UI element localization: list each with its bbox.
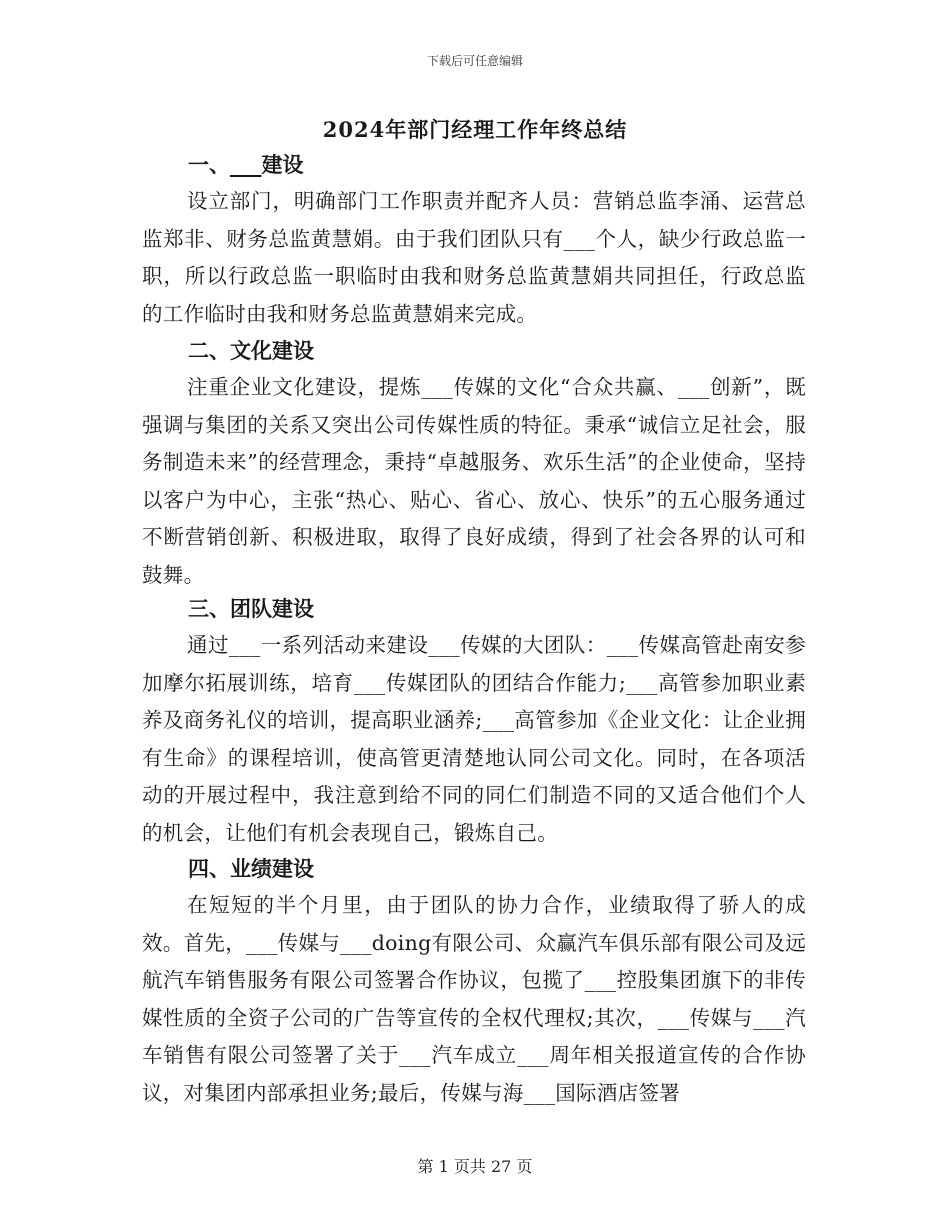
section-paragraph: 通过___一系列活动来建设___传媒的大团队：___传媒高管赴南安参加摩尔拓展训练，培育___传媒团队的团结合作能力;___高管参加职业素养及商务礼仪的培训，提高职业涵养;___高管参加《企业文化：让企业拥有生命》的课程培训，使高管更清楚地认同公司文化。同时，在各项活动的开展过程中，我注意到给不同的同仁们制造不同的又适合他们个人的机会，让他们有机会表现自己，锻炼自己。 (142, 633, 806, 845)
section-heading: 三、团队建设 (188, 596, 314, 621)
section-heading: 四、业绩建设 (188, 856, 314, 881)
section-heading: 二、文化建设 (188, 338, 314, 363)
section-paragraph: 设立部门，明确部门工作职责并配齐人员：营销总监李涌、运营总监郑非、财务总监黄慧娟。由于我们团队只有___个人，缺少行政总监一职，所以行政总监一职临时由我和财务总监黄慧娟共同担任，行政总监的工作临时由我和财务总监黄慧娟来完成。 (142, 189, 806, 326)
section-heading: 一、___建设 (188, 152, 304, 177)
header-note: 下载后可任意编辑 (426, 54, 523, 68)
section-paragraph: 注重企业文化建设，提炼___传媒的文化“合众共赢、___创新”，既强调与集团的关系又突出公司传媒性质的特征。秉承“诚信立足社会，服务制造未来”的经营理念，秉持“卓越服务、欢乐生活”的企业使命，坚持以客户为中心，主张“热心、贴心、省心、放心、快乐”的五心服务通过不断营销创新、积极进取，取得了良好成绩，得到了社会各界的认可和鼓舞。 (142, 375, 806, 587)
section-paragraph: 在短短的半个月里，由于团队的协力合作，业绩取得了骄人的成效。首先，___传媒与___doing有限公司、众赢汽车俱乐部有限公司及远航汽车销售服务有限公司签署合作协议，包揽了___控股集团旗下的非传媒性质的全资子公司的广告等宣传的全权代理权;其次，___传媒与___汽车销售有限公司签署了关于___汽车成立___周年相关报道宣传的合作协议，对集团内部承担业务;最后，传媒与海___国际酒店签署 (142, 893, 806, 1105)
page-footer: 第 1 页共 27 页 (417, 1157, 533, 1176)
document-title: 2024年部门经理工作年终总结 (322, 117, 628, 142)
